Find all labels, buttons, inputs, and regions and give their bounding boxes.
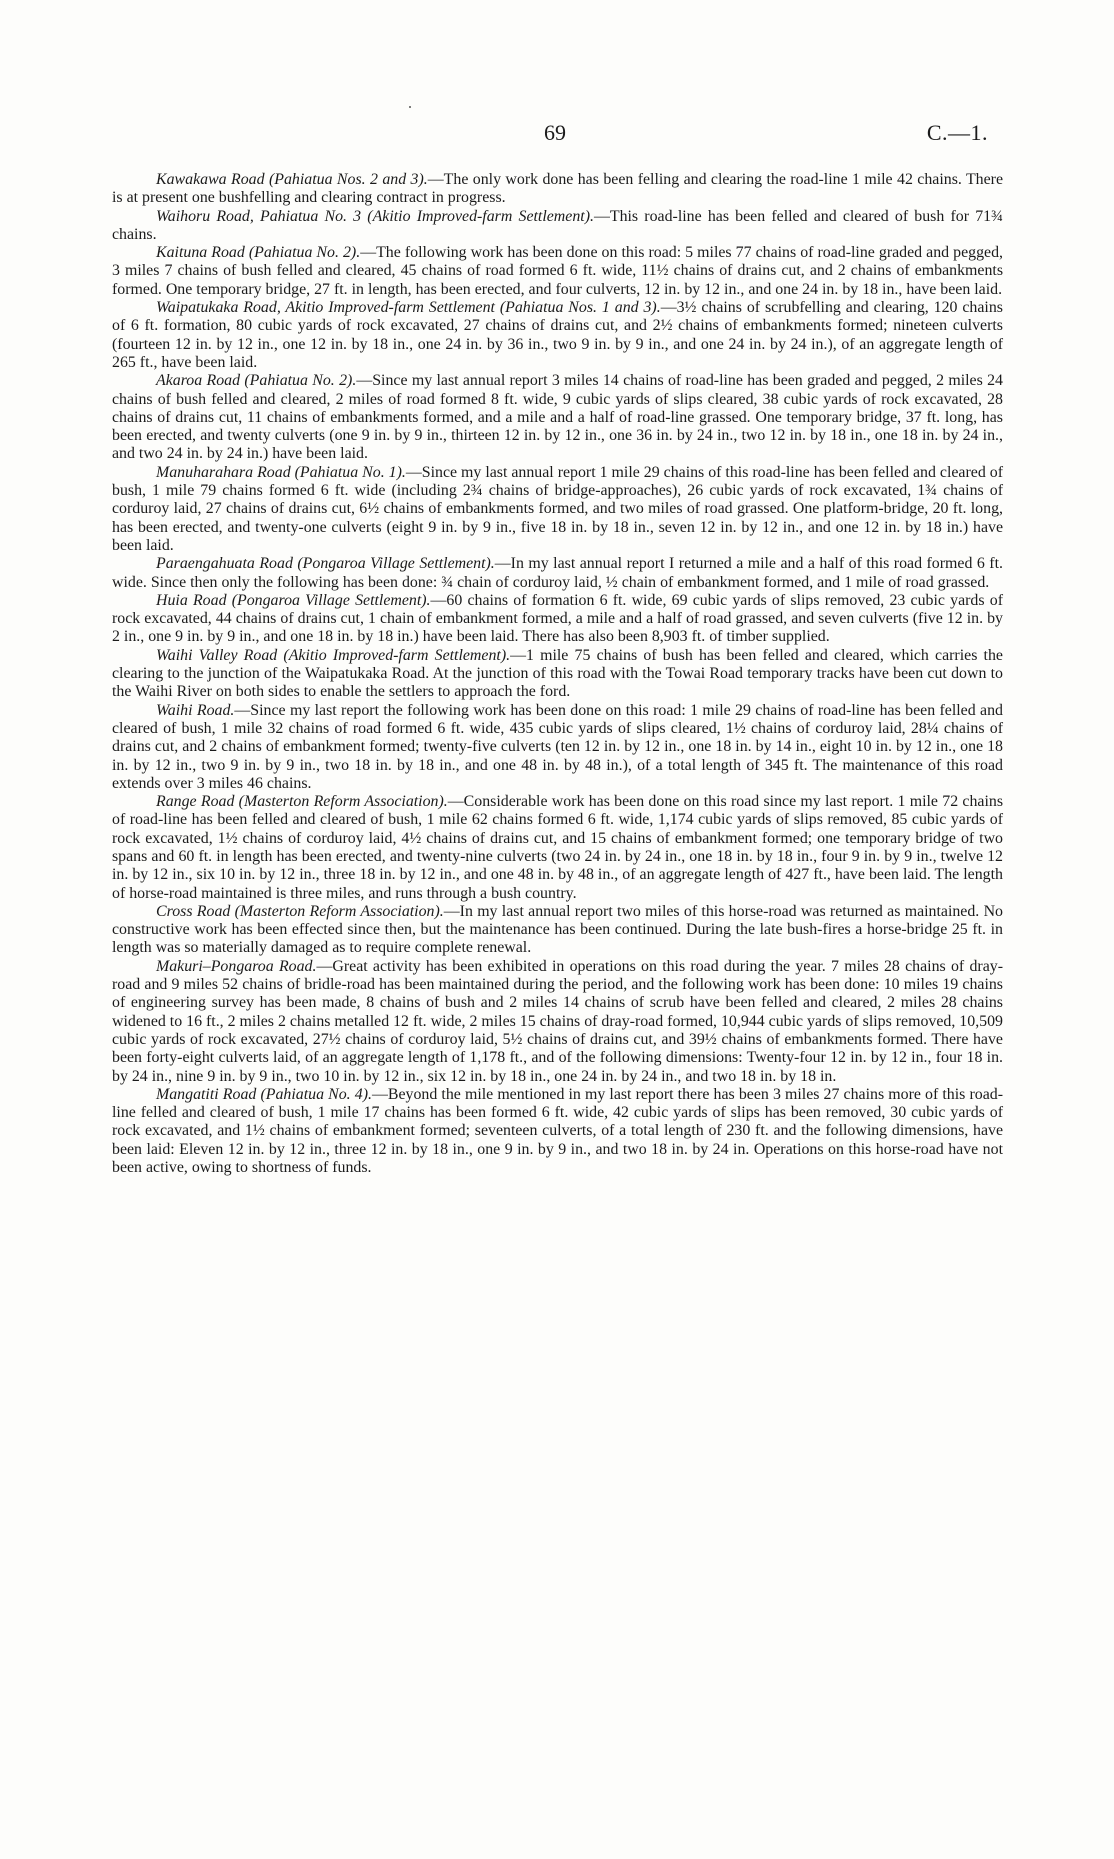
document-code: C.—1.	[926, 120, 988, 145]
paragraph-kawakawa-road	[112, 171, 1003, 208]
paragraph-makuri-pongaroa-road	[112, 958, 1003, 1086]
page-number: 69	[544, 120, 566, 145]
paragraph-waihoru-road	[112, 208, 1003, 245]
road-title: Makuri–Pongaroa Road.	[156, 957, 317, 975]
paragraph-cross-road	[112, 903, 1003, 958]
road-title: Waihi Valley Road (Akitio Improved-farm Settlement).	[156, 646, 511, 664]
paragraph-text: —Since my last annual report 1 mile 29 chains of this road-line has been felled and cleared of bush, 1 mile 79 chains formed 6 ft. wide (including 2¾ chains of bridge-approaches), 26 cubic yards of rock excavated, 1¾ chains of corduroy laid, 27 chains of drains cut, 6½ chains of embankments formed, and two miles of road grassed. One platform-bridge, 20 ft. long, has been erected, and twenty-one culverts (eight 9 in. by 9 in., five 18 in. by 18 in., seven 12 in. by 12 in., and one 12 in. by 18 in.) have been laid.	[112, 463, 1003, 554]
paragraph-text: —The following work has been done on this road: 5 miles 77 chains of road-line graded and pegged, 3 miles 7 chains of bush felled and cleared, 45 chains of road formed 6 ft. wide, 11½ chains of drains cut, and 2 chains of embankments formed. One temporary bridge, 27 ft. in length, has been erected, and four culverts, 12 in. by 12 in., and one 24 in. by 18 in., have been laid.	[112, 244, 1003, 298]
paragraph-text: —In my last annual report two miles of this horse-road was returned as maintained. No constructive work has been effected since then, but the maintenance has been continued. During the late bush-fires a horse-bridge 25 ft. in length was so materially damaged as to require complete renewal.	[112, 902, 1003, 957]
page-header	[0, 120, 1114, 150]
paragraph-manuharahara-road	[112, 464, 1003, 555]
road-title: Waihi Road.	[156, 701, 235, 719]
paragraph-akaroa-road	[112, 372, 1003, 463]
paragraph-range-road	[112, 793, 1003, 903]
paragraph-huia-road	[112, 592, 1003, 647]
paragraph-text: —Since my last annual report 3 miles 14 chains of road-line has been graded and pegged, 2 miles 24 chains of bush felled and cleared, 2 miles of road formed 8 ft. wide, 9 cubic yards of slips cleared, 38 cubic yards of rock excavated, 28 chains of drains cut, 11 chains of embankments formed, and a mile and a half of road-line grassed. One temporary bridge, 37 ft. long, has been erected, and twenty culverts (one 9 in. by 9 in., thirteen 12 in. by 12 in., one 36 in. by 24 in., two 12 in. by 18 in., one 18 in. by 24 in., and two 24 in. by 24 in.) have been laid.	[112, 372, 1003, 463]
paragraph-text: —60 chains of formation 6 ft. wide, 69 cubic yards of slips removed, 23 cubic yards of rock excavated, 44 chains of drains cut, 1 chain of embankment formed, a mile and a half of road grassed, and seven culverts (five 12 in. by 2 in., one 9 in. by 9 in., and one 18 in. by 18 in.) have been laid. There has also been 8,903 ft. of timber supplied.	[112, 591, 1003, 646]
paragraph-text: —Beyond the mile mentioned in my last report there has been 3 miles 27 chains more of this road-line felled and cleared of bush, 1 mile 17 chains has been formed 6 ft. wide, 42 cubic yards of slips has been removed, 30 cubic yards of rock excavated, and 1½ chains of embankment formed; seventeen culverts, of a total length of 230 ft. and the following dimensions, have been laid: Eleven 12 in. by 12 in., three 12 in. by 18 in., one 9 in. by 9 in., and two 18 in. by 24 in. Operations on this horse-road have not been active, owing to shortness of funds.	[112, 1085, 1003, 1177]
road-title: Huia Road (Pongaroa Village Settlement).	[156, 591, 431, 609]
road-title: Kawakawa Road (Pahiatua Nos. 2 and 3).	[156, 171, 428, 188]
paragraph-mangatiti-road	[112, 1086, 1003, 1177]
road-title: Range Road (Masterton Reform Association).	[156, 793, 448, 811]
road-title: Paraengahuata Road (Pongaroa Village Settlement).	[156, 555, 495, 573]
paragraph-text: —Since my last report the following work has been done on this road: 1 mile 29 chains of road-line has been felled and cleared of bush, 1 mile 32 chains of road formed 6 ft. wide, 435 cubic yards of slips cleared, 1½ chains of corduroy laid, 28¼ chains of drains cut, and 2 chains of embankment formed; twenty-five culverts (ten 12 in. by 12 in., one 18 in. by 14 in., eight 10 in. by 12 in., one 18 in. by 12 in., two 9 in. by 9 in., two 18 in. by 18 in., and one 48 in. by 48 in.), of a total length of 345 ft. The maintenance of this road extends over 3 miles 46 chains.	[112, 701, 1003, 792]
report-body	[112, 171, 1003, 1177]
paragraph-text: —3½ chains of scrubfelling and clearing, 120 chains of 6 ft. formation, 80 cubic yards of rock excavated, 27 chains of drains cut, and 2½ chains of embankments formed; nineteen culverts (fourteen 12 in. by 12 in., one 12 in. by 18 in., one 24 in. by 36 in., two 9 in. by 9 in., and one 24 in. by 24 in.), of an aggregate length of 265 ft., have been laid.	[112, 299, 1003, 371]
paragraph-text: —1 mile 75 chains of bush has been felled and cleared, which carries the clearing to the junction of the Waipatukaka Road. At the junction of this road with the Towai Road temporary tracks have been cut down to the Waihi River on both sides to enable the settlers to approach the ford.	[112, 646, 1003, 701]
paragraph-text: —Great activity has been exhibited in operations on this road during the year. 7 miles 28 chains of dray-road and 9 miles 52 chains of bridle-road has been maintained during the period, and the following work has been done: 10 miles 19 chains of engineering survey has been made, 8 chains of bush and 2 miles 14 chains of scrub have been felled and cleared, 2 miles 28 chains widened to 16 ft., 2 miles 2 chains metalled 12 ft. wide, 2 miles 15 chains of dray-road formed, 10,944 cubic yards of slips removed, 10,509 cubic yards of rock excavated, 27½ chains of corduroy laid, 5½ chains of drains cut, and 39½ chains of embankments formed. There have been forty-eight culverts laid, of an aggregate length of 1,178 ft., and of the following dimensions: Twenty-four 12 in. by 12 in., four 18 in. by 24 in., nine 9 in. by 9 in., two 10 in. by 12 in., six 12 in. by 18 in., one 24 in. by 24 in., and two 18 in. by 18 in.	[112, 957, 1004, 1085]
paragraph-waipatukaka-road	[112, 299, 1003, 372]
paragraph-text: —In my last annual report I returned a mile and a half of this road formed 6 ft. wide. Since then only the following has been done: ¾ chain of corduroy laid, ½ chain of embankment formed, and 1 mile of road grassed.	[112, 555, 1003, 591]
road-title: Kaituna Road (Pahiatua No. 2).	[156, 244, 361, 262]
road-title: Waihoru Road, Pahiatua No. 3 (Akitio Improved-farm Settlement).	[156, 207, 594, 225]
scan-speck	[409, 106, 411, 108]
road-title: Akaroa Road (Pahiatua No. 2).	[156, 372, 357, 390]
paragraph-paraengahuata-road	[112, 555, 1003, 592]
paragraph-waihi-road	[112, 702, 1003, 793]
road-title: Waipatukaka Road, Akitio Improved-farm Settlement (Pahiatua Nos. 1 and 3).	[156, 299, 661, 317]
road-title: Manuharahara Road (Pahiatua No. 1).	[156, 463, 406, 481]
road-title: Mangatiti Road (Pahiatua No. 4).	[156, 1085, 372, 1103]
paragraph-text: —Considerable work has been done on this road since my last report. 1 mile 72 chains of road-line has been felled and cleared of bush, 1 mile 62 chains formed 6 ft. wide, 1,174 cubic yards of slips removed, 85 cubic yards of rock excavated, 1½ chains of corduroy laid, 4½ chains of drains cut, and 15 chains of embankment formed; one temporary bridge of two spans and 60 ft. in length has been erected, and twenty-nine culverts (two 24 in. by 24 in., one 18 in. by 18 in., four 9 in. by 9 in., twelve 12 in. by 12 in., six 10 in. by 12 in., three 18 in. by 12 in., and one 48 in. by 48 in., of an aggregate length of 427 ft., have been laid. The length of horse-road maintained is three miles, and runs through a bush country.	[112, 793, 1004, 902]
paragraph-text: —The only work done has been felling and clearing the road-line 1 mile 42 chains. There is at present one bushfelling and clearing contract in progress.	[112, 171, 1004, 207]
paragraph-waihi-valley-road	[112, 647, 1003, 702]
paragraph-text: —This road-line has been felled and cleared of bush for 71¾ chains.	[112, 207, 1004, 243]
paragraph-kaituna-road	[112, 244, 1003, 299]
road-title: Cross Road (Masterton Reform Association).	[156, 902, 444, 920]
